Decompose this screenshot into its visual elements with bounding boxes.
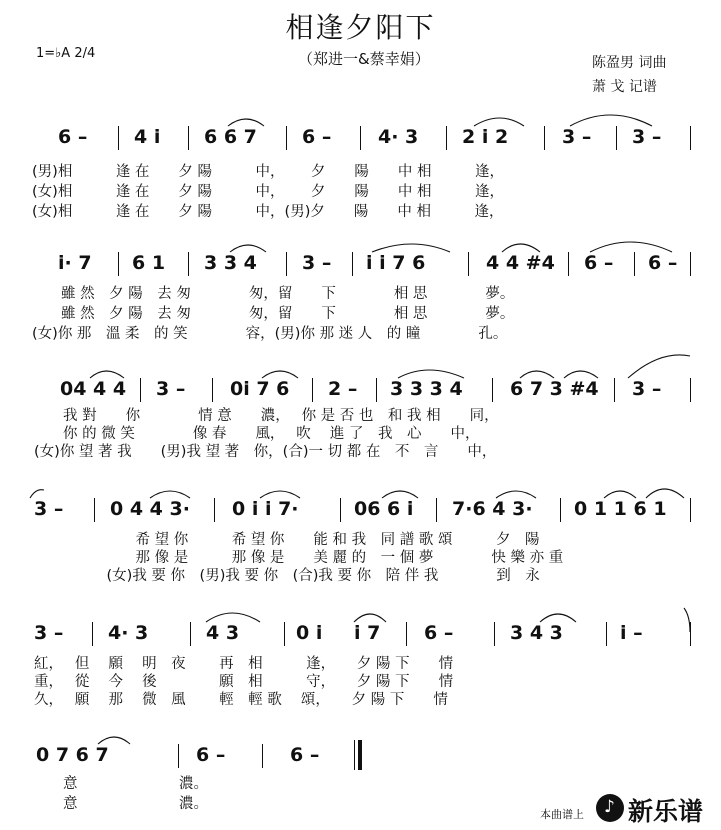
row5-measure-4: 0 i (296, 622, 323, 644)
barline (118, 126, 119, 150)
barline (140, 378, 141, 402)
row6-lyric-1: 意 濃。 (34, 776, 208, 792)
row1-measure-6: 2 i 2 (462, 126, 509, 148)
row3-measure-4: 2 – (328, 378, 358, 400)
row2-measure-7: 6 – (584, 252, 614, 274)
slur-arc (590, 242, 672, 252)
barline (634, 252, 635, 276)
barline (284, 622, 285, 646)
slur-arc (372, 244, 450, 252)
barline (544, 126, 545, 150)
slur-arc (646, 489, 684, 498)
row5-lyric-2: 重， 從 今 後 願 相 守， 夕 陽 下 情 (34, 674, 454, 690)
row1-lyric-1: (男)相 逢 在 夕 陽 中， 夕 陽 中 相 逢， (32, 164, 504, 180)
final-barline-thick (358, 740, 362, 770)
row2-measure-8: 6 – (648, 252, 678, 274)
music-disc-icon: ♪ (596, 794, 624, 822)
barline (188, 252, 189, 276)
row3-lyric-1: 我 對 你 情 意 濃， 你 是 否 也 和 我 相 同， (34, 408, 499, 424)
transcriber-credit: 萧 戈 记谱 (592, 79, 657, 95)
barline (352, 252, 353, 276)
barline (690, 378, 691, 402)
row4-lyric-1: 希 望 你 希 望 你 能 和 我 同 譜 歌 頌 夕 陽 (34, 532, 540, 548)
row2-measure-3: 3 3 4 (204, 252, 257, 274)
slur-arc (382, 491, 418, 498)
row2-measure-4: 3 – (302, 252, 332, 274)
row1-measure-7: 3 – (562, 126, 592, 148)
row5-measure-3: 4 3 (206, 622, 240, 644)
row1-measure-2: 4 i (134, 126, 161, 148)
barline (690, 126, 691, 150)
row2-lyric-2: 雖 然 夕 陽 去 匆 匆，留 下 相 思 夢。 (32, 306, 515, 322)
barline (178, 744, 179, 768)
row3-measure-6: 6 7 3 #4 (510, 378, 599, 400)
barline (190, 622, 191, 646)
row5-measure-6: 6 – (424, 622, 454, 644)
barline (446, 126, 447, 150)
barline (406, 622, 407, 646)
slur-arc (30, 490, 44, 498)
barline (340, 498, 341, 522)
logo-brand-text: 新乐谱 (628, 797, 704, 826)
row3-measure-7: 3 – (632, 378, 662, 400)
row2-measure-1: i· 7 (58, 252, 92, 274)
slur-arc (540, 614, 576, 622)
row5-measure-8: i – (620, 622, 643, 644)
barline (262, 744, 263, 768)
barline (690, 498, 691, 522)
score-title: 相逢夕阳下 (285, 11, 436, 44)
row1-measure-5: 4· 3 (378, 126, 419, 148)
slur-arc (150, 491, 190, 498)
slur-arc (502, 244, 540, 252)
barline (492, 378, 493, 402)
slur-arc (260, 491, 300, 498)
slur-arc (564, 371, 598, 378)
slur-arc (90, 371, 124, 378)
row3-lyric-2: 你 的 微 笑 像 春 風， 吹 進 了 我 心 中， (34, 426, 480, 442)
slur-arc (398, 370, 464, 378)
row2-measure-2: 6 1 (132, 252, 166, 274)
barline (94, 498, 95, 522)
row2-measure-6: 4 4 #4 (486, 252, 555, 274)
row4-measure-5: 7·6 4 3· (452, 498, 533, 520)
row5-lyric-1: 紅， 但 願 明 夜 再 相 逢， 夕 陽 下 情 (34, 656, 454, 672)
slur-arc (354, 614, 386, 622)
slur-arc (206, 613, 260, 622)
row5-measure-5: i 7 (354, 622, 381, 644)
row1-lyric-2: (女)相 逢 在 夕 陽 中， 夕 陽 中 相 逢， (32, 184, 504, 200)
barline (360, 126, 361, 150)
row3-measure-5: 3 3 3 4 (390, 378, 463, 400)
barline (214, 498, 215, 522)
barline (212, 378, 213, 402)
performers-subtitle: （郑进一&蔡幸娟） (298, 50, 430, 68)
barline (312, 378, 313, 402)
row5-measure-2: 4· 3 (108, 622, 149, 644)
row3-measure-1: 04 4 4 (60, 378, 127, 400)
slur-arc (262, 371, 298, 378)
slur-arc (230, 245, 266, 252)
barline (690, 622, 691, 646)
slur-arc (228, 119, 264, 126)
row3-measure-3: 0i 7 6 (230, 378, 290, 400)
barline (568, 252, 569, 276)
barline (468, 252, 469, 276)
row3-lyric-3: (女)你 望 著 我 (男)我 望 著 你，(合)一 切 都 在 不 言 中， (34, 444, 497, 460)
row2-measure-5: i i 7 6 (366, 252, 426, 274)
slur-arc (628, 355, 690, 378)
row5-measure-1: 3 – (34, 622, 64, 644)
barline (118, 252, 119, 276)
row6-lyric-2: 意 濃。 (34, 796, 208, 812)
barline (616, 126, 617, 150)
row4-measure-1: 3 – (34, 498, 64, 520)
row2-lyric-1: 雖 然 夕 陽 去 匆 匆，留 下 相 思 夢。 (32, 286, 515, 302)
row6-measure-1: 0 7 6 7 (36, 744, 109, 766)
logo-caption: 本曲谱上 (540, 808, 584, 821)
slur-arc (496, 491, 536, 498)
row1-measure-4: 6 – (302, 126, 332, 148)
row4-measure-6: 0 1 1 6 1 (574, 498, 667, 520)
row4-measure-3: 0 i i 7· (232, 498, 299, 520)
composer-credit: 陈盈男 词曲 (592, 55, 667, 71)
row1-measure-8: 3 – (632, 126, 662, 148)
barline (286, 126, 287, 150)
row1-measure-1: 6 – (58, 126, 88, 148)
slur-arc (520, 371, 554, 378)
row5-lyric-3: 久， 願 那 微 風 輕 輕 歌 頌， 夕 陽 下 情 (34, 692, 448, 708)
key-signature: 1=♭A 2/4 (36, 46, 96, 61)
final-barline-thin (354, 740, 355, 770)
row6-measure-3: 6 – (290, 744, 320, 766)
row3-measure-2: 3 – (156, 378, 186, 400)
barline (614, 378, 615, 402)
slur-arc (570, 115, 652, 126)
barline (436, 498, 437, 522)
row6-measure-2: 6 – (196, 744, 226, 766)
barline (606, 622, 607, 646)
slur-arc (474, 118, 524, 126)
barline (376, 378, 377, 402)
barline (92, 622, 93, 646)
barline (560, 498, 561, 522)
row1-lyric-3: (女)相 逢 在 夕 陽 中，(男)夕 陽 中 相 逢， (32, 204, 504, 220)
slur-arc (604, 491, 636, 498)
barline (690, 252, 691, 276)
row5-measure-7: 3 4 3 (510, 622, 563, 644)
barline (494, 622, 495, 646)
row4-measure-4: 06 6 i (354, 498, 414, 520)
row4-lyric-2: 那 像 是 那 像 是 美 麗 的 一 個 夢 快 樂 亦 重 (34, 550, 564, 566)
slur-arc (98, 737, 130, 744)
row4-lyric-3: (女)我 要 你 (男)我 要 你 (合)我 要 你 陪 伴 我 到 永 (34, 568, 540, 584)
row2-lyric-3: (女)你 那 溫 柔 的 笑 容，(男)你 那 迷 人 的 瞳 孔。 (32, 326, 508, 342)
barline (188, 126, 189, 150)
row1-measure-3: 6 6 7 (204, 126, 257, 148)
row4-measure-2: 0 4 4 3· (110, 498, 190, 520)
barline (286, 252, 287, 276)
